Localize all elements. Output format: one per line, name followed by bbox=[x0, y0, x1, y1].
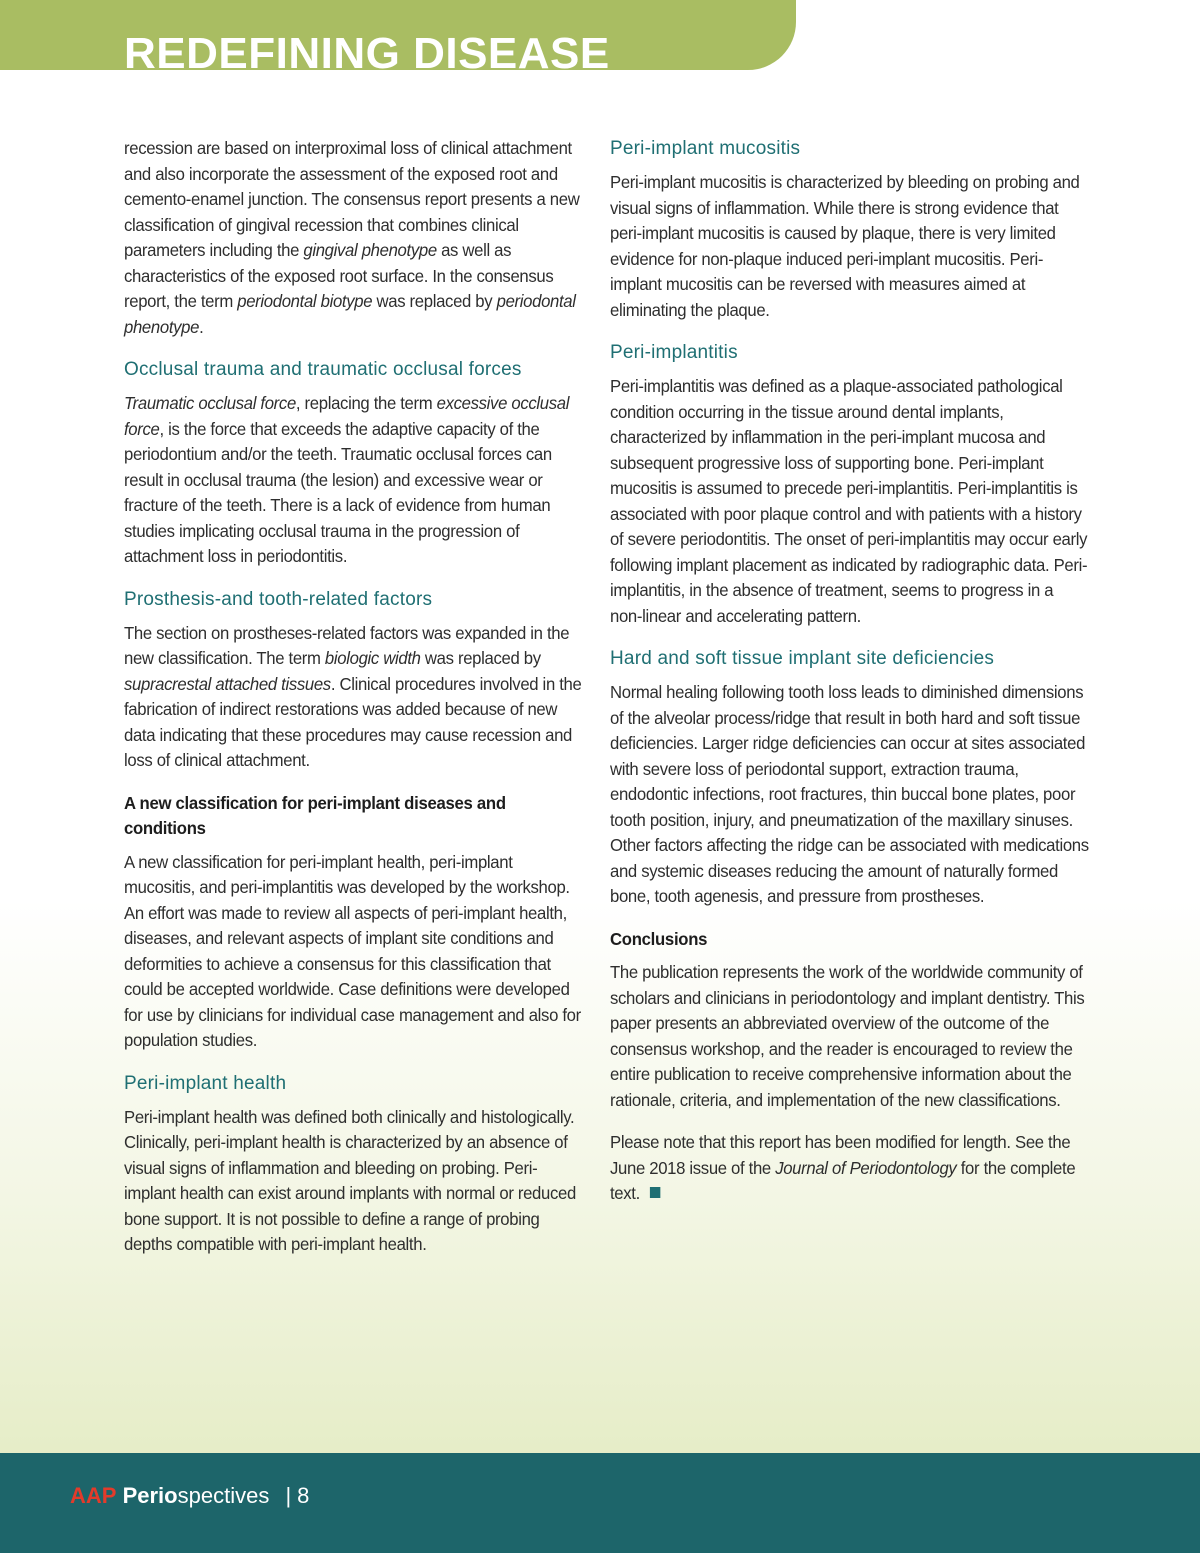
right-column bbox=[610, 136, 1090, 1224]
journal-title-link: Journal of Periodontology bbox=[775, 1157, 957, 1178]
brand-spectives: spectives bbox=[177, 1483, 270, 1508]
heading-conclusions: Conclusions bbox=[610, 928, 708, 949]
end-of-article-icon bbox=[649, 1187, 659, 1198]
paragraph-site-deficiencies: Normal healing following tooth loss leads to diminished dimensions of the alveolar process/ridge that result in both hard and soft tissue deficiencies. Larger ridge deficiencies can occur at sites associated with severe loss of periodontal support, extraction trauma, endodontic infections, root fractures, thin buccal bone plates, poor tooth position, injury, and pneumatization of the maxillary sinuses. Other factors affecting the ridge can be associated with medications and systemic diseases reducing the amount of naturally formed bone, tooth agenesis, and pressure from prostheses. bbox=[610, 682, 1089, 906]
footer-brand bbox=[70, 1483, 309, 1509]
paragraph-length-note: Please note that this report has been modified for length. See the June 2018 issue of the Journal of Periodontology for the complete text. bbox=[610, 1132, 1076, 1203]
section-title: REDEFINING DISEASE bbox=[124, 30, 610, 70]
paragraph-peri-implant-mucositis: Peri-implant mucositis is characterized by bleeding on probing and visual signs of inflammation. While there is strong evidence that peri-implant mucositis is caused by plaque, there is very limited evidence for non-plaque induced peri-implant mucositis. Peri-implant mucositis can be reversed with measures aimed at eliminating the plaque. bbox=[610, 172, 1080, 320]
paragraph-prosthesis-factors: The section on prostheses-related factors was expanded in the new classification. The term biologic width was replaced by supracrestal attached tissues. Clinical procedures involved in the fabrication of indirect restorations was added because of new data indicating that these procedures may cause recession and loss of clinical attachment. bbox=[124, 622, 582, 770]
heading-occlusal-trauma: Occlusal trauma and traumatic occlusal forces bbox=[124, 359, 522, 380]
heading-peri-implant-mucositis: Peri-implant mucositis bbox=[610, 138, 801, 159]
heading-new-classification: A new classification for peri-implant diseases and conditions bbox=[124, 792, 506, 838]
heading-prosthesis-factors: Prosthesis-and tooth-related factors bbox=[124, 588, 433, 610]
paragraph-new-classification: A new classification for peri-implant health, peri-implant mucositis, and peri-implantitis was developed by the workshop. An effort was made to review all aspects of peri-implant health, diseases, and relevant aspects of implant site conditions and deformities to achieve a consensus for this classification that could be accepted worldwide. Case definitions were developed for use by clinicians for individual case management and also for population studies. bbox=[124, 851, 581, 1050]
paragraph-peri-implant-health: Peri-implant health was defined both clinically and histologically. Clinically, peri-implant health is characterized by an absence of visual signs of inflammation and bleeding on probing. Peri-implant health can exist around implants with normal or reduced bone support. It is not possible to define a range of probing depths compatible with peri-implant health. bbox=[124, 1106, 576, 1254]
heading-peri-implantitis: Peri-implantitis bbox=[610, 342, 738, 363]
paragraph-peri-implantitis: Peri-implantitis was defined as a plaque-associated pathological condition occurring in the tissue around dental implants, characterized by inflammation in the peri-implant mucosa and subsequent progressive loss of supporting bone. Peri-implant mucositis is assumed to precede peri-implantitis. Peri-implantitis is associated with poor plaque control and with patients with a history of severe periodontitis. The onset of peri-implantitis may occur early following implant placement as indicated by radiographic data. Peri-implantitis, in the absence of treatment, seems to progress in a non-linear and accelerating pattern. bbox=[610, 376, 1088, 626]
footer-separator: | bbox=[285, 1483, 292, 1508]
brand-perio: Perio bbox=[122, 1483, 178, 1508]
paragraph-occlusal-trauma: Traumatic occlusal force, replacing the term excessive occlusal force, is the force that exceeds the adaptive capacity of the periodontium and/or the teeth. Traumatic occlusal forces can result in occlusal trauma (the lesion) and excessive wear or fracture of the teeth. There is a lack of evidence from human studies implicating occlusal trauma in the progression of attachment loss in periodontitis. bbox=[124, 393, 570, 566]
brand-aap-logo: AAP bbox=[70, 1483, 117, 1508]
footer-bar bbox=[0, 1453, 1200, 1553]
heading-site-deficiencies: Hard and soft tissue implant site deficiencies bbox=[610, 648, 995, 669]
paragraph-recession: recession are based on interproximal loss of clinical attachment and also incorporate the assessment of the exposed root and cemento-enamel junction. The consensus report presents a new classification of gingival recession that combines clinical parameters including the gingival phenotype as well as characteristics of the exposed root surface. In the consensus report, the term periodontal biotype was replaced by periodontal phenotype. bbox=[124, 138, 580, 337]
left-column bbox=[124, 136, 586, 1275]
page-number: 8 bbox=[297, 1483, 310, 1508]
heading-peri-implant-health: Peri-implant health bbox=[124, 1072, 287, 1094]
paragraph-conclusions: The publication represents the work of the worldwide community of scholars and clinicians in periodontology and implant dentistry. This paper presents an abbreviated overview of the outcome of the consensus workshop, and the reader is encouraged to review the entire publication to receive comprehensive information about the rationale, criteria, and implementation of the new classifications. bbox=[610, 962, 1085, 1110]
